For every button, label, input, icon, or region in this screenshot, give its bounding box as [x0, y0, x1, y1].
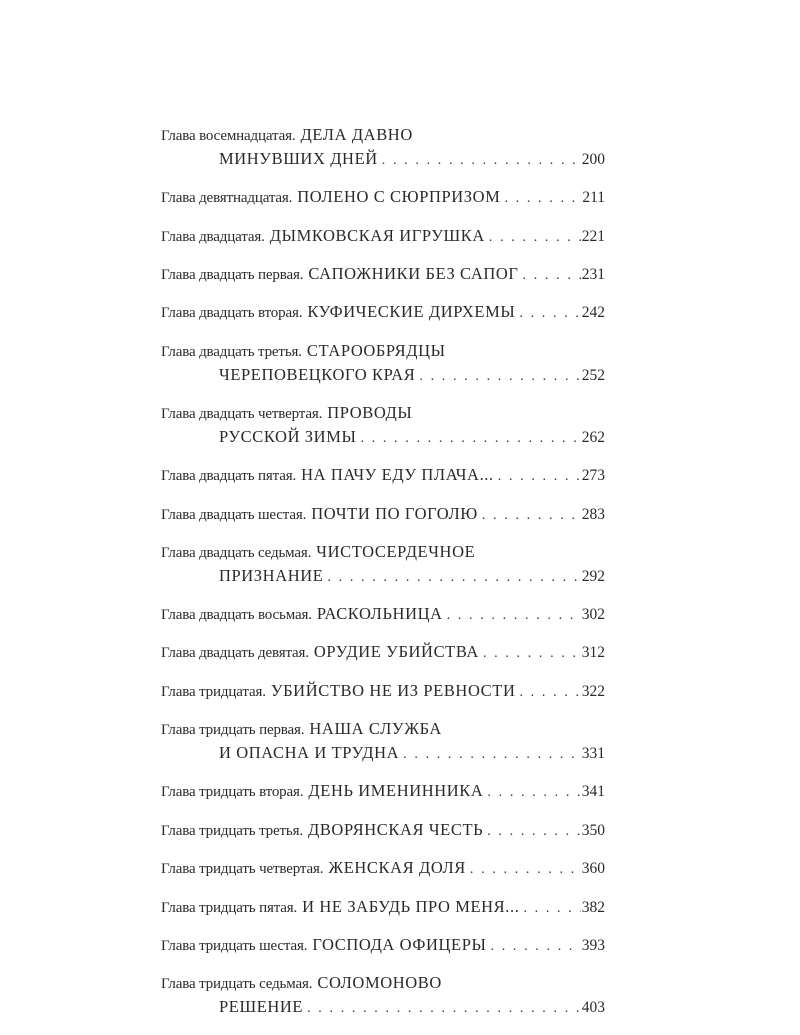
chapter-number: Глава двадцать девятая.	[161, 645, 309, 662]
chapter-number: Глава тридцать пятая.	[161, 899, 298, 916]
dot-leader	[523, 265, 581, 288]
dot-leader	[489, 227, 581, 250]
dot-leader	[491, 936, 581, 959]
chapter-title: САПОЖНИКИ БЕЗ САПОГ	[308, 263, 519, 283]
dot-leader	[498, 466, 581, 489]
dot-leader	[519, 682, 580, 705]
dot-leader	[487, 782, 580, 805]
chapter-number: Глава двадцать пятая.	[161, 468, 297, 485]
toc-entry	[161, 603, 605, 628]
chapter-title: ДВОРЯНСКАЯ ЧЕСТЬ	[307, 819, 484, 839]
toc-entry	[161, 780, 605, 805]
toc-entry	[161, 972, 605, 1021]
chapter-title: СТАРООБРЯДЦЫ	[306, 340, 446, 360]
chapter-title: СОЛОМОНОВО	[317, 973, 442, 993]
page-number: 341	[581, 783, 605, 801]
page-number: 242	[581, 304, 605, 322]
chapter-title-continued: РУССКОЙ ЗИМЫ	[219, 426, 357, 446]
page-number: 221	[581, 227, 605, 245]
toc-entry	[161, 819, 605, 844]
page-number: 360	[581, 860, 605, 878]
toc-entry	[161, 186, 605, 211]
chapter-number: Глава девятнадцатая.	[161, 190, 293, 207]
chapter-title: ОРУДИЕ УБИЙСТВА	[313, 642, 479, 662]
chapter-title-continued: ПРИЗНАНИЕ	[219, 565, 324, 585]
chapter-title-continued: ЧЕРЕПОВЕЦКОГО КРАЯ	[219, 364, 416, 384]
page-number: 231	[581, 265, 605, 283]
chapter-number: Глава тридцать четвертая.	[161, 861, 324, 878]
chapter-title: НАША СЛУЖБА	[309, 719, 442, 739]
chapter-title: И НЕ ЗАБУДЬ ПРО МЕНЯ...	[302, 896, 520, 916]
chapter-number: Глава двадцать третья.	[161, 343, 302, 360]
dot-leader	[504, 188, 581, 211]
chapter-title: ЧИСТОСЕРДЕЧНОЕ	[316, 541, 476, 561]
dot-leader	[470, 859, 581, 882]
chapter-title: ЖЕНСКАЯ ДОЛЯ	[328, 858, 466, 878]
dot-leader	[403, 744, 581, 767]
dot-leader	[523, 898, 580, 921]
dot-leader	[327, 567, 580, 590]
chapter-number: Глава двадцать шестая.	[161, 506, 307, 523]
chapter-number: Глава двадцать вторая.	[161, 305, 303, 322]
page-number: 403	[581, 999, 605, 1017]
toc-entry	[161, 503, 605, 528]
dot-leader	[482, 505, 581, 528]
chapter-number: Глава восемнадцатая.	[161, 128, 296, 144]
page-number: 393	[581, 937, 605, 955]
page-number: 273	[581, 467, 605, 485]
chapter-number: Глава тридцать шестая.	[161, 938, 308, 955]
chapter-number: Глава двадцатая.	[161, 228, 265, 245]
chapter-title: ПРОВОДЫ	[327, 402, 413, 422]
toc-entry	[161, 464, 605, 489]
chapter-number: Глава тридцатая.	[161, 683, 266, 700]
chapter-number: Глава тридцать третья.	[161, 822, 303, 839]
dot-leader	[382, 150, 581, 173]
toc-entry	[161, 857, 605, 882]
chapter-title-continued: РЕШЕНИЕ	[219, 997, 304, 1017]
page-number: 283	[581, 505, 605, 523]
toc-entry	[161, 934, 605, 959]
dot-leader	[487, 821, 581, 844]
toc-entry	[161, 263, 605, 288]
chapter-title: ПОЛЕНО С СЮРПРИЗОМ	[297, 187, 501, 207]
toc-entry	[161, 718, 605, 767]
page-number: 350	[581, 821, 605, 839]
page-number: 292	[581, 567, 605, 585]
page-number: 312	[581, 644, 605, 662]
page-number: 262	[581, 428, 605, 446]
chapter-title: ПОЧТИ ПО ГОГОЛЮ	[311, 503, 478, 523]
chapter-title: УБИЙСТВО НЕ ИЗ РЕВНОСТИ	[270, 680, 516, 700]
chapter-title-continued: МИНУВШИХ ДНЕЙ	[219, 148, 378, 168]
toc-entry	[161, 340, 605, 389]
page-number: 302	[581, 606, 605, 624]
chapter-number: Глава двадцать первая.	[161, 266, 304, 283]
page-number: 382	[581, 898, 605, 916]
chapter-title: ДЕНЬ ИМЕНИННИКА	[308, 781, 484, 801]
dot-leader	[519, 303, 580, 326]
dot-leader	[360, 428, 580, 451]
dot-leader	[307, 998, 581, 1021]
chapter-number: Глава двадцать четвертая.	[161, 405, 323, 422]
chapter-number: Глава тридцать седьмая.	[161, 976, 313, 993]
chapter-title: ДЫМКОВСКАЯ ИГРУШКА	[269, 225, 485, 245]
page-number: 211	[582, 189, 605, 207]
chapter-title: ДЕЛА ДАВНО	[300, 125, 413, 144]
chapter-title: ГОСПОДА ОФИЦЕРЫ	[312, 935, 487, 955]
toc-entry	[161, 124, 605, 173]
page-number: 331	[581, 745, 605, 763]
toc-entry	[161, 896, 605, 921]
toc-entry	[161, 541, 605, 590]
chapter-number: Глава двадцать седьмая.	[161, 544, 312, 561]
chapter-number: Глава двадцать восьмая.	[161, 607, 312, 624]
dot-leader	[483, 643, 581, 666]
chapter-title: РАСКОЛЬНИЦА	[316, 604, 443, 624]
toc-entry	[161, 680, 605, 705]
toc-entry	[161, 301, 605, 326]
chapter-title: НА ПАЧУ ЕДУ ПЛАЧА...	[301, 465, 494, 485]
toc-entry	[161, 641, 605, 666]
table-of-contents	[161, 124, 605, 1035]
chapter-title: КУФИЧЕСКИЕ ДИРХЕМЫ	[307, 302, 516, 322]
chapter-number: Глава тридцать первая.	[161, 722, 305, 739]
chapter-number: Глава тридцать вторая.	[161, 784, 304, 801]
toc-entry	[161, 402, 605, 451]
dot-leader	[419, 366, 580, 389]
page-number: 252	[581, 366, 605, 384]
page-number: 200	[581, 150, 605, 168]
dot-leader	[447, 605, 581, 628]
toc-entry	[161, 225, 605, 250]
page-number: 322	[581, 682, 605, 700]
chapter-title-continued: И ОПАСНА И ТРУДНА	[219, 743, 400, 763]
